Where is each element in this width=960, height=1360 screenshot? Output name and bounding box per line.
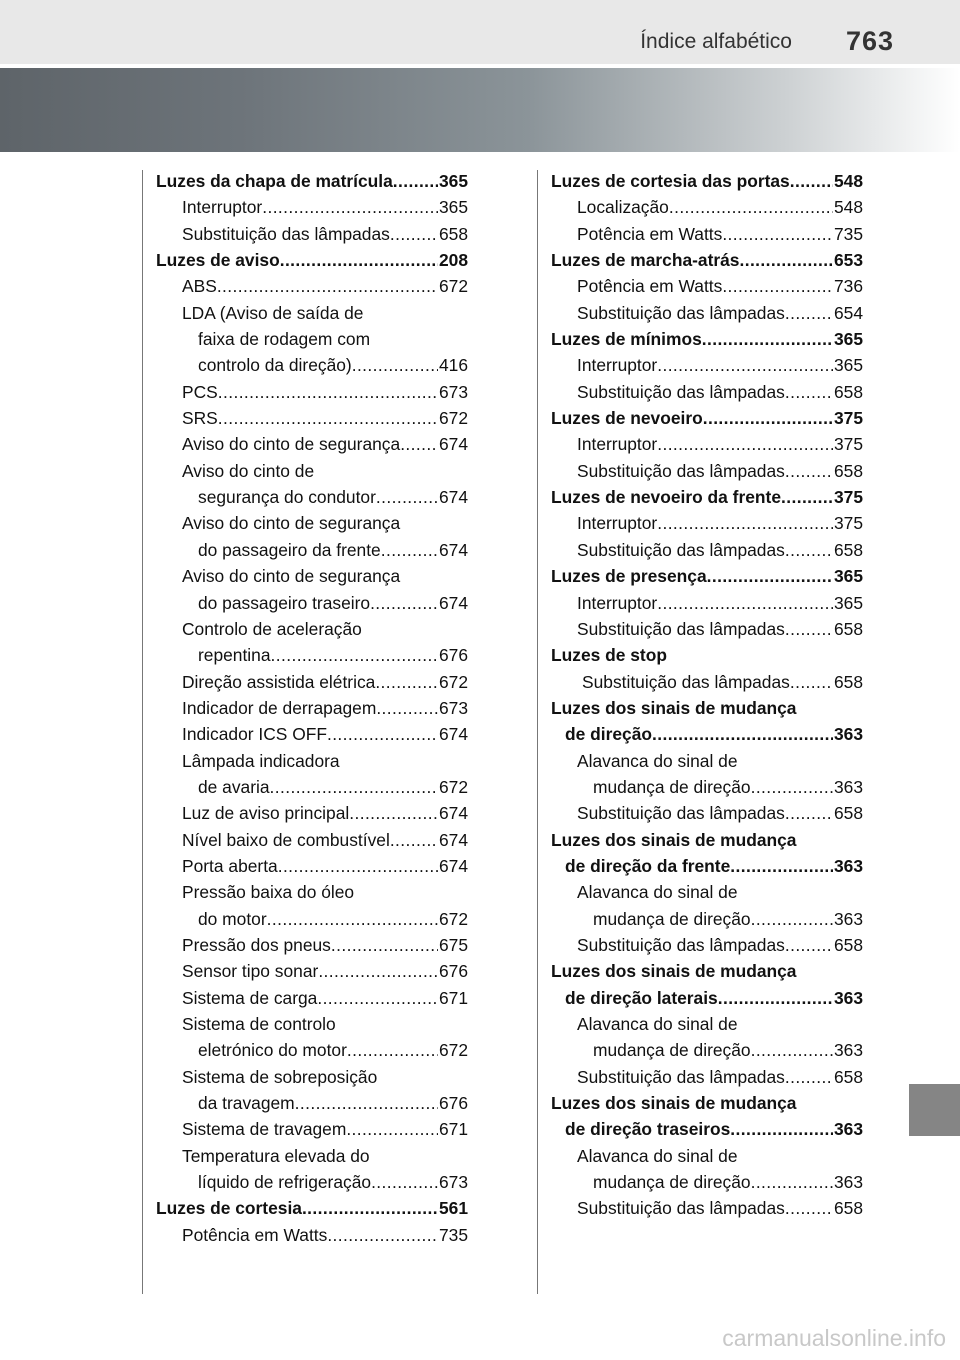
dot-leader (331, 932, 438, 958)
dot-leader (785, 379, 833, 405)
index-entry-text: Localização (577, 197, 669, 218)
index-page-number: 736 (833, 276, 863, 297)
index-entry-sub (551, 906, 863, 932)
index-entry-text: segurança do condutor (198, 487, 376, 508)
index-page-number: 365 (438, 197, 468, 218)
index-page-number: 674 (438, 803, 468, 824)
index-page-number: 658 (438, 223, 468, 244)
index-page-number: 365 (833, 566, 863, 587)
dot-leader (751, 1037, 833, 1063)
dot-leader (657, 510, 833, 536)
index-page-number: 735 (833, 223, 863, 244)
index-entry-sub (551, 458, 863, 484)
dot-leader (669, 194, 833, 220)
index-entry-text: Potência em Watts (577, 223, 723, 244)
dot-leader (218, 405, 438, 431)
index-entry-text: Aviso do cinto de segurança (182, 566, 401, 587)
index-page-number: 674 (438, 855, 468, 876)
dot-leader (302, 1195, 438, 1221)
index-entry-text: mudança de direção (593, 1040, 751, 1061)
index-entry-sub (156, 695, 468, 721)
index-entry-text: Luzes de nevoeiro da frente (551, 487, 782, 508)
index-page-number: 548 (833, 171, 863, 191)
index-page-number: 375 (833, 434, 863, 455)
dot-leader (703, 405, 833, 431)
index-entry-text: de direção da frente (565, 855, 731, 876)
index-entry-text: mudança de direção (593, 908, 751, 929)
index-entry-text: LDA (Aviso de saída de (182, 302, 364, 323)
index-page-number: 676 (438, 645, 468, 666)
index-entry-sub (156, 1064, 468, 1090)
index-entry-text: Luzes de presença (551, 566, 707, 587)
index-entry-text: Alavanca do sinal de (577, 750, 738, 771)
dot-leader (270, 774, 438, 800)
index-entry-main (551, 563, 863, 589)
index-entry-sub (156, 1011, 468, 1037)
page-number: 763 (845, 26, 894, 56)
index-entry-sub (551, 669, 863, 695)
index-entry-sub (156, 906, 468, 932)
dot-leader (327, 1222, 438, 1248)
dot-leader (707, 563, 833, 589)
index-entry-main (551, 721, 863, 747)
index-entry-sub (156, 1169, 468, 1195)
index-entry-text: Substituição das lâmpadas (577, 1066, 785, 1087)
index-entry-text: repentina (198, 645, 271, 666)
dot-leader (751, 1169, 833, 1195)
index-entry-text: Sistema de carga (182, 987, 318, 1008)
index-page-number: 672 (438, 408, 468, 429)
dot-leader (381, 537, 438, 563)
index-entry-sub (156, 326, 468, 352)
index-entry-text: Substituição das lâmpadas (577, 618, 785, 639)
index-page-number: 363 (833, 908, 863, 929)
index-entry-text: Indicador ICS OFF (182, 724, 327, 745)
index-entry-main (551, 827, 863, 853)
dot-leader (657, 352, 833, 378)
dot-leader (375, 669, 438, 695)
dot-leader (722, 221, 833, 247)
index-page-number: 363 (833, 1172, 863, 1193)
index-entry-sub (156, 616, 468, 642)
index-entry-sub (551, 379, 863, 405)
index-entry-main (156, 168, 468, 194)
index-entry-sub (156, 273, 468, 299)
index-entry-sub (156, 431, 468, 457)
index-entry-sub (156, 221, 468, 247)
dot-leader (722, 273, 833, 299)
index-page-number: 676 (438, 1093, 468, 1114)
index-entry-sub (156, 1116, 468, 1142)
index-page-number: 548 (833, 197, 863, 218)
dot-leader (751, 906, 833, 932)
index-entry-sub (156, 721, 468, 747)
index-page-number: 363 (833, 776, 863, 797)
index-entry-main (551, 642, 863, 668)
index-entry-text: Indicador de derrapagem (182, 697, 377, 718)
dot-leader (371, 1169, 438, 1195)
dot-leader (352, 352, 438, 378)
index-entry-text: Substituição das lâmpadas (182, 223, 390, 244)
index-page-number: 365 (833, 355, 863, 376)
index-entry-sub (156, 1090, 468, 1116)
index-entry-text: Nível baixo de combustível (182, 829, 390, 850)
index-page-number: 658 (833, 460, 863, 481)
index-entry-main (156, 1195, 468, 1221)
dot-leader (790, 168, 833, 194)
index-entry-text: Luzes dos sinais de mudança (551, 829, 797, 850)
dot-leader (390, 827, 438, 853)
header-strip (0, 0, 960, 64)
index-entry-text: Porta aberta (182, 855, 278, 876)
dot-leader (739, 247, 833, 273)
dot-leader (217, 273, 438, 299)
dot-leader (327, 721, 438, 747)
index-entry-sub (551, 1064, 863, 1090)
index-entry-text: Sistema de controlo (182, 1014, 336, 1034)
index-column-left (156, 168, 468, 1248)
index-entry-sub (551, 1169, 863, 1195)
index-entry-sub (551, 431, 863, 457)
index-entry-text: Direção assistida elétrica (182, 671, 376, 692)
index-page-number: 676 (438, 961, 468, 982)
index-entry-text: Aviso do cinto de segurança (182, 434, 401, 455)
index-entry-text: do passageiro da frente (198, 539, 381, 560)
dot-leader (370, 590, 438, 616)
dot-leader (730, 1116, 833, 1142)
index-entry-sub (156, 352, 468, 378)
index-entry-sub (156, 300, 468, 326)
index-entry-text: faixa de rodagem com (198, 329, 371, 350)
index-entry-sub (551, 1037, 863, 1063)
index-page-number: 658 (833, 618, 863, 639)
index-page-number: 658 (833, 803, 863, 824)
dot-leader (718, 985, 833, 1011)
index-entry-sub (156, 1037, 468, 1063)
index-entry-sub (156, 563, 468, 589)
index-entry-text: Interruptor (577, 513, 658, 534)
index-entry-text: Potência em Watts (182, 1224, 328, 1245)
index-entry-sub (551, 616, 863, 642)
index-entry-text: Aviso do cinto de (182, 460, 315, 481)
index-page-number: 208 (438, 250, 468, 271)
index-entry-text: Substituição das lâmpadas (577, 1198, 785, 1219)
dot-leader (785, 458, 833, 484)
dot-leader (751, 774, 833, 800)
index-page-number: 416 (438, 355, 468, 376)
index-entry-sub (156, 669, 468, 695)
dot-leader (785, 1195, 833, 1221)
index-entry-sub (156, 194, 468, 220)
index-entry-main (551, 484, 863, 510)
index-entry-sub (551, 1143, 863, 1169)
dot-leader (781, 484, 833, 510)
dot-leader (702, 326, 833, 352)
dot-leader (730, 853, 833, 879)
index-entry-sub (551, 510, 863, 536)
index-entry-text: Luzes de cortesia das portas (551, 171, 790, 191)
index-page-number: 672 (438, 908, 468, 929)
index-page-number: 674 (438, 487, 468, 508)
section-thumb-tab (909, 1084, 960, 1136)
index-page-number: 672 (438, 276, 468, 297)
dot-leader (271, 642, 438, 668)
index-entry-text: Substituição das lâmpadas (577, 460, 785, 481)
index-entry-sub (156, 510, 468, 536)
dot-leader (785, 616, 833, 642)
index-page-number: 363 (833, 1119, 863, 1140)
index-page-number: 658 (833, 539, 863, 560)
index-page-number: 674 (438, 724, 468, 745)
index-entry-text: Luzes de mínimos (551, 329, 702, 350)
index-entry-sub (156, 853, 468, 879)
index-page-number: 561 (438, 1198, 468, 1219)
index-page-number: 658 (833, 1066, 863, 1087)
index-entry-sub (156, 379, 468, 405)
index-entry-sub (551, 748, 863, 774)
index-entry-text: Interruptor (577, 355, 658, 376)
index-entry-main (551, 985, 863, 1011)
index-entry-main (551, 326, 863, 352)
dot-leader (400, 431, 438, 457)
index-entry-sub (551, 300, 863, 326)
index-entry-sub (156, 748, 468, 774)
index-entry-text: Luzes dos sinais de mudança (551, 1093, 797, 1114)
index-entry-text: Alavanca do sinal de (577, 882, 738, 903)
index-entry-text: controlo da direção) (198, 355, 352, 376)
index-entry-text: Potência em Watts (577, 276, 723, 297)
dot-leader (390, 221, 438, 247)
index-entry-sub (551, 537, 863, 563)
index-entry-main (551, 695, 863, 721)
index-entry-text: Substituição das lâmpadas (577, 803, 785, 824)
index-entry-sub (156, 827, 468, 853)
dot-leader (349, 800, 438, 826)
index-entry-main (551, 1090, 863, 1116)
dot-leader (657, 431, 833, 457)
index-entry-text: Interruptor (577, 434, 658, 455)
index-entry-text: Luzes dos sinais de mudança (551, 961, 797, 982)
index-entry-text: Substituição das lâmpadas (577, 934, 785, 955)
index-page-number: 365 (438, 171, 468, 191)
index-entry-text: PCS (182, 381, 218, 402)
index-page-number: 673 (438, 1172, 468, 1193)
index-page-number: 658 (833, 671, 863, 692)
index-entry-text: Alavanca do sinal de (577, 1145, 738, 1166)
index-page-number: 674 (438, 434, 468, 455)
index-entry-text: Sensor tipo sonar (182, 961, 319, 982)
index-entry-main (551, 247, 863, 273)
index-entry-sub (551, 932, 863, 958)
index-page-number: 363 (833, 724, 863, 745)
index-entry-sub (156, 484, 468, 510)
index-page-number: 365 (833, 592, 863, 613)
index-entry-sub (551, 273, 863, 299)
index-entry-text: do motor (198, 908, 267, 929)
index-entry-text: Aviso do cinto de segurança (182, 513, 401, 534)
dot-leader (785, 800, 833, 826)
index-page-number: 363 (833, 855, 863, 876)
index-entry-main (551, 168, 863, 194)
index-page-number: 654 (833, 302, 863, 323)
index-entry-sub (156, 458, 468, 484)
index-entry-text: de avaria (198, 776, 270, 797)
index-page-number: 363 (833, 1040, 863, 1061)
index-entry-main (551, 405, 863, 431)
index-entry-text: Luzes de cortesia (156, 1198, 302, 1219)
dot-leader (785, 300, 833, 326)
index-page-number: 375 (833, 487, 863, 508)
index-entry-text: Luzes de stop (551, 645, 667, 666)
index-entry-sub (156, 932, 468, 958)
dot-leader (267, 906, 438, 932)
index-entry-main (551, 853, 863, 879)
index-entry-sub (551, 774, 863, 800)
index-entry-text: Lâmpada indicadora (182, 750, 340, 771)
index-entry-text: mudança de direção (593, 1172, 751, 1193)
index-entry-sub (156, 405, 468, 431)
column-rule-left (142, 170, 143, 1294)
index-page-number: 673 (438, 697, 468, 718)
index-entry-text: Luzes de aviso (156, 250, 280, 271)
index-entry-sub (551, 879, 863, 905)
index-page-number: 672 (438, 1040, 468, 1061)
index-entry-text: Controlo de aceleração (182, 618, 362, 639)
index-entry-sub (156, 537, 468, 563)
index-entry-text: Interruptor (577, 592, 658, 613)
index-entry-sub (551, 1195, 863, 1221)
dot-leader (347, 1037, 438, 1063)
index-entry-text: Pressão baixa do óleo (182, 882, 355, 903)
index-page-number: 375 (833, 408, 863, 429)
index-entry-sub (156, 879, 468, 905)
dot-leader (657, 590, 833, 616)
index-entry-sub (156, 1222, 468, 1248)
index-entry-text: Interruptor (182, 197, 263, 218)
index-entry-sub (551, 800, 863, 826)
dot-leader (652, 721, 833, 747)
index-page-number: 674 (438, 539, 468, 560)
index-page-number: 658 (833, 1198, 863, 1219)
dot-leader (785, 1064, 833, 1090)
index-entry-text: Luzes de nevoeiro (551, 408, 703, 429)
index-entry-text: mudança de direção (593, 776, 751, 797)
index-entry-sub (551, 352, 863, 378)
index-entry-text: Pressão dos pneus (182, 934, 331, 955)
index-entry-sub (156, 985, 468, 1011)
index-entry-main (551, 1116, 863, 1142)
index-entry-text: da travagem (198, 1093, 295, 1114)
index-entry-sub (156, 958, 468, 984)
dot-leader (218, 379, 438, 405)
index-entry-text: Sistema de sobreposição (182, 1066, 378, 1087)
index-page-number: 658 (833, 381, 863, 402)
column-rule-right (537, 170, 538, 1294)
index-entry-text: Luzes de marcha-atrás (551, 250, 740, 271)
dot-leader (318, 958, 438, 984)
index-entry-text: de direção traseiros (565, 1119, 731, 1140)
index-entry-text: Luzes dos sinais de mudança (551, 697, 797, 718)
index-entry-sub (551, 221, 863, 247)
index-entry-main (551, 958, 863, 984)
index-page-number: 671 (438, 987, 468, 1008)
dot-leader (317, 985, 438, 1011)
index-entry-text: eletrónico do motor (198, 1040, 347, 1061)
index-page-number: 658 (833, 934, 863, 955)
index-entry-text: Substituição das lâmpadas (582, 671, 790, 692)
dot-leader (785, 932, 833, 958)
dot-leader (790, 669, 833, 695)
dot-leader (280, 247, 438, 273)
index-entry-sub (551, 590, 863, 616)
header-banner (0, 68, 960, 152)
index-page-number: 672 (438, 671, 468, 692)
index-entry-main (156, 247, 468, 273)
index-entry-sub (156, 642, 468, 668)
dot-leader (346, 1116, 438, 1142)
index-page-number: 375 (833, 513, 863, 534)
index-page-number: 673 (438, 381, 468, 402)
dot-leader (376, 695, 438, 721)
index-page-number: 672 (438, 776, 468, 797)
page-header-title: Índice alfabético (640, 30, 792, 53)
index-page-number: 653 (833, 250, 863, 271)
dot-leader (393, 168, 438, 194)
index-entry-text: Substituição das lâmpadas (577, 539, 785, 560)
dot-leader (262, 194, 438, 220)
index-entry-text: Alavanca do sinal de (577, 1014, 738, 1034)
index-page-number: 735 (438, 1224, 468, 1245)
index-entry-text: do passageiro traseiro (198, 592, 371, 613)
index-entry-text: de direção (565, 724, 652, 745)
dot-leader (785, 537, 833, 563)
index-entry-sub (551, 194, 863, 220)
watermark: carmanualsonline.info (722, 1325, 946, 1351)
index-page-number: 365 (833, 329, 863, 350)
index-page-number: 674 (438, 592, 468, 613)
dot-leader (278, 853, 438, 879)
index-entry-text: Temperatura elevada do (182, 1145, 370, 1166)
index-entry-text: Sistema de travagem (182, 1119, 347, 1140)
index-entry-text: ABS (182, 276, 217, 297)
index-column-right (551, 168, 863, 1222)
index-page-number: 675 (438, 934, 468, 955)
index-entry-text: líquido de refrigeração (198, 1172, 372, 1193)
index-entry-text: Luz de aviso principal (182, 803, 350, 824)
dot-leader (376, 484, 438, 510)
dot-leader (295, 1090, 438, 1116)
index-entry-sub (156, 774, 468, 800)
index-entry-text: SRS (182, 408, 218, 429)
index-entry-text: de direção laterais (565, 987, 718, 1008)
index-entry-sub (156, 590, 468, 616)
index-entry-text: Luzes da chapa de matrícula (156, 171, 393, 191)
index-page-number: 674 (438, 829, 468, 850)
index-entry-sub (551, 1011, 863, 1037)
index-page-number: 671 (438, 1119, 468, 1140)
index-entry-sub (156, 1143, 468, 1169)
index-entry-sub (156, 800, 468, 826)
index-entry-text: Substituição das lâmpadas (577, 381, 785, 402)
index-entry-text: Substituição das lâmpadas (577, 302, 785, 323)
index-page-number: 363 (833, 987, 863, 1008)
